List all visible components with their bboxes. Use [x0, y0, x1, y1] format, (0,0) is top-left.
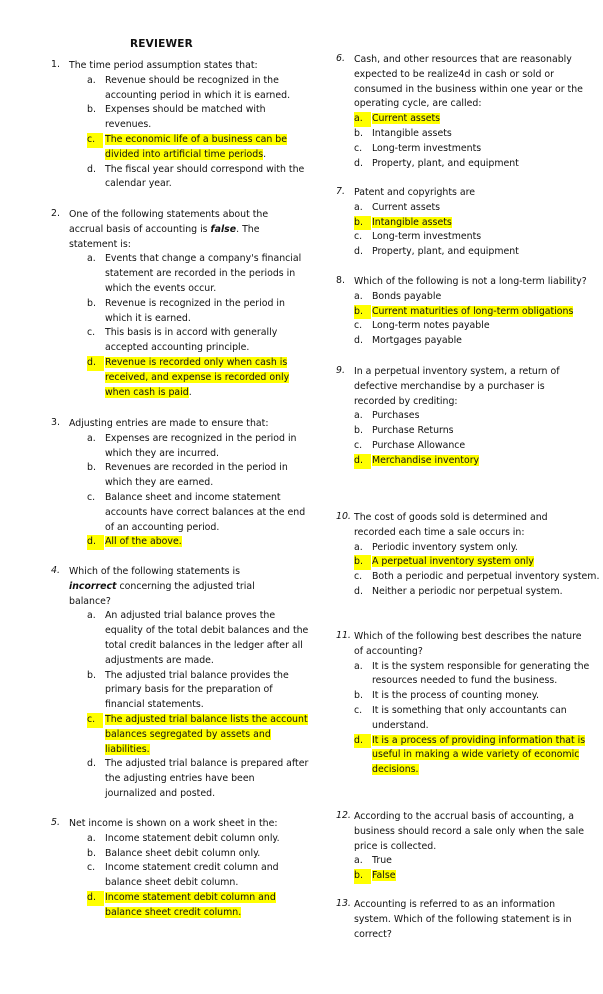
option-letter: c. — [87, 491, 96, 503]
question-text — [69, 59, 305, 192]
highlighted-answer-text: Income statement debit column and balance sheet credit column. — [105, 891, 276, 918]
answer-option-d — [354, 157, 603, 172]
question-stem — [354, 898, 588, 942]
option-letter: c. — [354, 571, 363, 583]
question-number: 7. — [336, 186, 345, 197]
option-text: The fiscal year should correspond with the calendar year. — [105, 163, 305, 190]
page-title: REVIEWER — [130, 38, 193, 50]
option-letter: a. — [354, 541, 363, 553]
emphasis-word: false — [210, 223, 237, 235]
question-stem — [69, 208, 287, 252]
option-letter: b. — [354, 555, 371, 570]
answer-option-a — [87, 252, 311, 296]
highlighted-answer-text: The economic life of a business can be divided into artificial time periods — [105, 133, 288, 160]
answer-option-c — [354, 319, 603, 334]
option-text: Events that change a company's financial statement are recorded in the periods in which the events occur. — [105, 253, 302, 294]
option-letter: d. — [87, 891, 104, 906]
option-letter: d. — [354, 734, 371, 749]
question-number: 4. — [51, 565, 60, 576]
question-stem-text: Cash, and other resources that are reasonably expected to be realize4d in cash or sold or consumed in the business within one year or the operating cycle, are called: — [354, 54, 583, 110]
question-number: 1. — [51, 59, 60, 70]
answer-option-d — [87, 535, 315, 550]
question-stem-text: Adjusting entries are made to ensure that: — [69, 418, 269, 429]
option-suffix: . — [188, 386, 192, 398]
option-letter: d. — [354, 246, 363, 258]
question-stem — [354, 365, 588, 409]
question-number: 6. — [336, 53, 345, 64]
answer-option-b — [354, 555, 603, 570]
question-stem-text: Net income is shown on a work sheet in the: — [69, 818, 278, 829]
question-number: 5. — [51, 817, 60, 828]
question-text — [69, 208, 302, 400]
option-text: Revenue is recognized in the period in which it is earned. — [105, 297, 285, 324]
answer-option-c — [87, 861, 309, 891]
highlighted-answer-text: Merchandise inventory — [372, 454, 480, 466]
answer-option-a — [87, 74, 307, 104]
question-stem-text: . The statement is: — [69, 223, 260, 250]
option-letter: d. — [87, 356, 104, 371]
option-text: Intangible assets — [372, 127, 452, 139]
answer-option-b — [87, 461, 315, 491]
option-letter: d. — [87, 535, 104, 550]
option-letter: d. — [87, 758, 96, 770]
highlighted-answer-text: All of the above. — [105, 536, 182, 548]
option-letter: b. — [354, 690, 363, 702]
option-text: Long-term investments — [372, 142, 482, 154]
option-text: The adjusted trial balance is prepared after the adjusting entries have been journalized and posted. — [105, 758, 309, 799]
question-stem — [354, 511, 588, 541]
answer-option-b — [354, 424, 603, 439]
option-letter: b. — [354, 869, 371, 884]
option-text: Property, plant, and equipment — [372, 246, 519, 258]
answer-option-c — [87, 326, 311, 356]
option-letter: a. — [354, 660, 363, 672]
question-number: 12. — [336, 810, 351, 821]
answer-option-d — [354, 585, 603, 600]
option-letter: c. — [87, 133, 103, 148]
option-letter: b. — [87, 104, 96, 116]
answer-option-c — [354, 142, 603, 157]
answer-option-a — [87, 832, 309, 847]
question-stem — [354, 186, 588, 201]
highlighted-answer-text: The adjusted trial balance lists the account balances segregated by assets and liabilities. — [105, 713, 308, 755]
option-text: Balance sheet and income statement accounts have correct balances at the end of an accounting period. — [105, 491, 306, 533]
question-number: 10. — [336, 511, 351, 522]
question-text — [354, 275, 588, 349]
option-text: Property, plant, and equipment — [372, 157, 519, 169]
option-text: Balance sheet debit column only. — [105, 847, 261, 859]
option-letter: c. — [354, 320, 363, 332]
option-text: Purchase Returns — [372, 425, 454, 437]
question-stem-text: Which of the following statements is — [69, 566, 241, 577]
option-text: Purchases — [372, 410, 420, 422]
answer-option-a — [87, 432, 315, 462]
answer-option-a — [354, 854, 603, 869]
highlighted-answer-text: A perpetual inventory system only — [372, 556, 534, 568]
option-letter: c. — [354, 439, 363, 451]
question-stem-text: Accounting is referred to as an information system. Which of the following statement is in correct? — [354, 899, 572, 940]
option-text: Neither a periodic nor perpetual system. — [372, 585, 563, 597]
answer-option-b — [354, 216, 603, 231]
question-number: 2. — [51, 208, 60, 219]
answer-option-c — [354, 570, 603, 585]
option-letter: d. — [87, 163, 96, 175]
question-stem-text: Which of the following is not a long-term liability? — [354, 276, 587, 287]
option-letter: a. — [354, 201, 363, 213]
option-text: Expenses are recognized in the period in which they are incurred. — [105, 432, 297, 459]
option-text: An adjusted trial balance proves the equality of the total debit balances and the total credit balances in the ledger after all adjustments are made. — [105, 610, 309, 666]
answer-option-d — [354, 454, 603, 469]
option-letter: a. — [354, 410, 363, 422]
option-text: True — [372, 855, 392, 867]
option-text: The adjusted trial balance provides the primary basis for the preparation of financial statements. — [105, 669, 289, 711]
answer-option-d — [87, 757, 309, 801]
option-letter: c. — [354, 142, 363, 154]
question-text — [354, 53, 588, 171]
option-text: It is the process of counting money. — [372, 690, 539, 702]
question-number: 9. — [336, 365, 345, 376]
answer-option-a — [354, 541, 603, 556]
option-suffix: . — [263, 148, 267, 160]
answer-option-b — [354, 127, 603, 142]
answer-option-c — [87, 133, 307, 163]
option-text: Purchase Allowance — [372, 439, 466, 451]
highlighted-answer-text: It is a process of providing information that is useful in making a wide variety of economic decisions. — [372, 734, 586, 776]
question-number: 11. — [336, 630, 351, 641]
option-letter: c. — [87, 862, 96, 874]
answer-option-c — [87, 491, 315, 535]
answer-option-b — [87, 103, 307, 133]
option-letter: d. — [354, 335, 363, 347]
option-text: Revenue should be recognized in the accounting period in which it is earned. — [105, 74, 291, 101]
answer-option-a — [354, 409, 603, 424]
answer-option-d — [87, 356, 311, 400]
option-letter: a. — [354, 112, 371, 127]
option-letter: c. — [87, 713, 103, 728]
question-stem-text: The time period assumption states that: — [69, 60, 258, 71]
option-letter: b. — [87, 669, 96, 681]
answer-option-b — [354, 305, 603, 320]
question-stem-text: In a perpetual inventory system, a return of defective merchandise by a purchaser is recorded by crediting: — [354, 366, 560, 407]
option-text: This basis is in accord with generally accepted accounting principle. — [105, 327, 278, 354]
answer-option-d — [354, 734, 603, 778]
option-text: Expenses should be matched with revenues. — [105, 104, 266, 131]
option-text: Income statement credit column and balance sheet debit column. — [105, 862, 279, 889]
answer-option-b — [87, 847, 309, 862]
highlighted-answer-text: Intangible assets — [372, 216, 452, 228]
emphasis-word: incorrect — [69, 580, 117, 592]
answer-option-c — [354, 230, 603, 245]
question-text — [354, 186, 588, 260]
option-letter: a. — [87, 74, 96, 86]
question-stem-text: One of the following statements about the accrual basis of accounting is — [69, 209, 269, 235]
answer-option-c — [354, 439, 603, 454]
option-letter: b. — [87, 847, 96, 859]
question-text — [354, 810, 588, 884]
option-letter: a. — [87, 832, 96, 844]
answer-option-a — [354, 112, 603, 127]
question-number: 8. — [336, 275, 345, 286]
question-text — [69, 417, 306, 550]
question-stem-text: According to the accrual basis of accounting, a business should record a sale only when the sale price is collected. — [354, 811, 584, 852]
option-text: Periodic inventory system only. — [372, 541, 518, 553]
answer-option-b — [354, 869, 603, 884]
option-text: Revenues are recorded in the period in which they are earned. — [105, 462, 288, 489]
answer-option-a — [354, 290, 603, 305]
question-stem — [69, 59, 287, 74]
question-stem — [354, 630, 588, 660]
question-text — [354, 365, 588, 469]
highlighted-answer-text: Revenue is recorded only when cash is received, and expense is recorded only when cash is paid — [105, 356, 290, 398]
answer-option-d — [354, 334, 603, 349]
option-text: Income statement debit column only. — [105, 832, 280, 844]
option-letter: d. — [354, 157, 363, 169]
answer-option-b — [354, 689, 603, 704]
highlighted-answer-text: Current maturities of long-term obligations — [372, 305, 574, 317]
option-letter: b. — [87, 462, 96, 474]
option-letter: d. — [354, 585, 363, 597]
answer-option-d — [354, 245, 603, 260]
question-stem — [354, 53, 588, 112]
answer-option-b — [87, 297, 311, 327]
answer-option-c — [87, 713, 309, 757]
option-letter: a. — [87, 432, 96, 444]
question-text — [69, 817, 287, 921]
answer-option-a — [87, 609, 309, 668]
option-text: It is the system responsible for generating the resources needed to fund the business. — [372, 660, 590, 687]
answer-option-a — [354, 660, 603, 690]
question-number: 13. — [336, 898, 351, 909]
question-text — [354, 898, 588, 942]
highlighted-answer-text: False — [372, 870, 396, 882]
question-stem — [69, 817, 287, 832]
question-text — [354, 511, 600, 600]
option-letter: b. — [354, 216, 371, 231]
question-stem-text: Patent and copyrights are — [354, 187, 476, 198]
option-text: Current assets — [372, 201, 441, 213]
answer-option-d — [87, 891, 309, 921]
option-text: Long-term investments — [372, 231, 482, 243]
option-text: Both a periodic and perpetual inventory system. — [372, 571, 600, 583]
option-letter: c. — [87, 327, 96, 339]
option-letter: b. — [354, 425, 363, 437]
option-letter: d. — [354, 454, 371, 469]
option-letter: a. — [87, 253, 96, 265]
question-stem — [69, 417, 287, 432]
option-letter: a. — [354, 855, 363, 867]
question-number: 3. — [51, 417, 60, 428]
option-letter: c. — [354, 704, 363, 716]
option-text: Mortgages payable — [372, 335, 462, 347]
question-text — [354, 630, 588, 778]
option-letter: b. — [87, 297, 96, 309]
question-stem-text: Which of the following best describes the nature of accounting? — [354, 631, 582, 657]
option-text: It is something that only accountants can understand. — [372, 704, 567, 731]
option-letter: c. — [354, 231, 363, 243]
question-stem — [354, 275, 588, 290]
question-stem — [354, 810, 588, 854]
option-letter: b. — [354, 305, 371, 320]
option-text: Bonds payable — [372, 290, 442, 302]
answer-option-a — [354, 201, 603, 216]
question-stem-text: The cost of goods sold is determined and recorded each time a sale occurs in: — [354, 512, 548, 538]
question-stem-text: concerning the adjusted trial balance? — [69, 580, 255, 607]
option-letter: a. — [354, 290, 363, 302]
highlighted-answer-text: Current assets — [372, 113, 441, 125]
option-text: Long-term notes payable — [372, 320, 490, 332]
answer-option-b — [87, 669, 309, 713]
question-text — [69, 565, 309, 802]
option-letter: b. — [354, 127, 363, 139]
option-letter: a. — [87, 610, 96, 622]
answer-option-c — [354, 704, 603, 734]
question-stem — [69, 565, 287, 609]
answer-option-d — [87, 163, 307, 193]
